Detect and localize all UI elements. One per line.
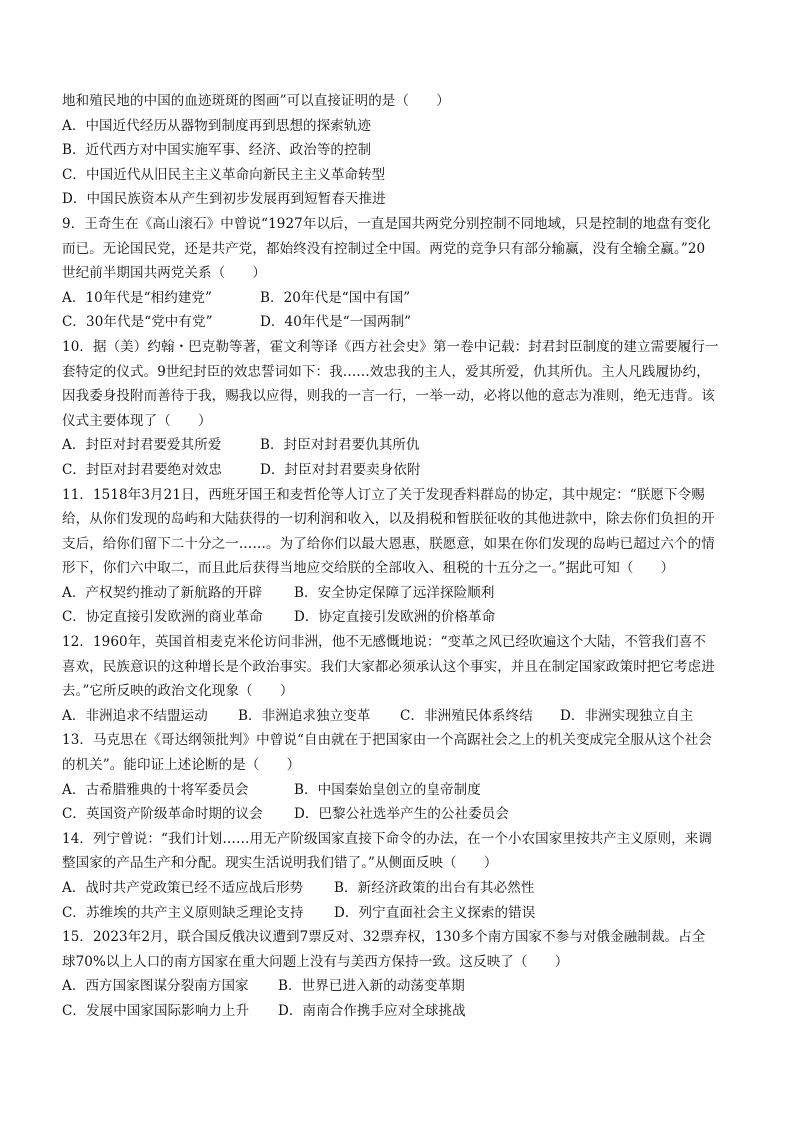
question-15-stem-line: 球70%以上人口的南方国家在重大问题上没有与美西方保持一致。这反映了（ ） [62, 953, 569, 970]
question-14-stem-line: 整国家的产品生产和分配。现实生活说明我们错了。”从侧面反映（ ） [62, 855, 498, 872]
question-11-option-a: A．产权契约推动了新航路的开辟 [62, 584, 263, 601]
question-8-option-a: A．中国近代经历从器物到制度再到思想的探索轨迹 [62, 117, 372, 134]
question-13-option-c: C．英国资产阶级革命时期的议会 [62, 806, 263, 823]
question-10-options-row [62, 433, 738, 458]
question-8-stem-line: 地和殖民地的中国的血迹斑斑的图画”可以直接证明的是（ ） [62, 93, 450, 109]
question-13-options-row [62, 778, 738, 803]
question-10-stem-line: 10．据（美）约翰・巴克勒等著，霍文利等译《西方社会史》第一卷中记载：封君封臣制度的建立需要履行一 [62, 338, 719, 355]
question-14-stem-line: 14．列宁曾说：“我们计划……用无产阶级国家直接下命令的办法，在一个小农国家里按共产主义原则，来调 [62, 830, 712, 847]
question-12-options-row [62, 704, 738, 729]
question-14-option-a: A．战时共产党政策已经不适应战后形势 [62, 880, 304, 896]
question-8-option-d: D．中国民族资本从产生到初步发展再到短暂春天推进 [62, 191, 386, 208]
question-14-option-d: D．列宁直面社会主义探索的错误 [334, 904, 536, 921]
question-13-stem-line: 的机关”。能印证上述论断的是（ ） [62, 757, 301, 774]
question-10-stem-line: 套特定的仪式。9世纪封臣的效忠誓词如下：我……效忠我的主人，爱其所爱，仇其所仇。主人凡践履协约， [62, 363, 710, 380]
question-10-option-b: B．封臣对封君要仇其所仇 [260, 437, 420, 454]
question-10-stem-line: 仪式主要体现了（ ） [62, 412, 212, 429]
question-9-options-row [62, 310, 738, 335]
question-14-options-row [62, 876, 738, 901]
question-10-options-row [62, 458, 738, 483]
question-11-option-c: C．协定直接引发欧洲的商业革命 [62, 609, 263, 626]
question-9-options-row [62, 286, 738, 311]
question-9-option-b: B．20年代是“国中有国” [260, 289, 411, 306]
exam-content [62, 89, 738, 1024]
question-15-option-b: B．世界已进入新的动荡变革期 [278, 978, 465, 995]
question-11-stem-line: 形下，你们六中取二，而且此后获得当地应交给朕的全部收入、租税的十五分之一。”据此可知（ ） [62, 560, 675, 577]
question-11-stem-line: 11．1518年3月21日，西班牙国王和麦哲伦等人订立了关于发现香料群岛的协定，其中规定：“朕愿下令赐 [62, 486, 705, 503]
question-10-option-a: A．封臣对封君要爱其所爱 [62, 437, 222, 454]
question-11-option-b: B．安全协定保障了远洋探险顺利 [294, 584, 495, 601]
question-13-option-a: A．古希腊雅典的十将军委员会 [62, 781, 249, 798]
question-14-option-c: C．苏维埃的共产主义原则缺乏理论支持 [62, 904, 304, 921]
question-13-stem-line: 13．马克思在《哥达纲领批判》中曾说“自由就在于把国家由一个高踞社会之上的机关变成完全服从这个社会 [62, 732, 712, 749]
question-15-stem-line: 15．2023年2月，联合国反俄决议遭到7票反对、32票弃权，130多个南方国家不参与对俄金融制裁。占全 [62, 929, 706, 946]
question-11-options-row [62, 581, 738, 606]
question-11-options-row [62, 605, 738, 630]
question-12-stem-line: 喜欢，民族意识的这种增长是个政治事实。我们大家都必须承认这个事实，并且在制定国家政策时把它考虑进 [62, 658, 715, 675]
question-15-option-c: C．发展中国家国际影响力上升 [62, 1002, 250, 1019]
question-9-option-c: C．30年代是“党中有党” [62, 314, 213, 331]
question-10-stem-line: 因我委身投附而善待于我，赐我以应得，则我的一言一行，一举一动，必将以他的意志为准则，绝无违背。该 [62, 388, 715, 405]
question-10-option-c: C．封臣对封君要绝对效忠 [62, 461, 223, 478]
question-9-stem-line: 世纪前半期国共两党关系（ ） [62, 265, 266, 282]
question-8-option-c: C．中国近代从旧民主主义革命向新民主主义革命转型 [62, 166, 386, 183]
question-13-option-d: D．巴黎公社选举产生的公社委员会 [294, 806, 509, 823]
question-11-option-d: D．协定直接引发欧洲的价格革命 [294, 609, 496, 626]
question-9-stem-line: 9．王奇生在《高山滚石》中曾说“1927年以后，一直是国共两党分别控制不同地域，只是控制的地盘有变化 [62, 215, 711, 232]
question-11-stem-line: 支后，给你们留下二十分之一……。为了给你们以最大恩惠，朕愿意，如果在你们发现的岛屿已超过六个的情 [62, 535, 715, 552]
question-9-option-d: D．40年代是“一国两制” [260, 314, 412, 331]
question-14-option-b: B．新经济政策的出台有其必然性 [334, 880, 535, 896]
question-15-option-d: D．南南合作携手应对全球挑战 [278, 1002, 466, 1019]
question-8-option-b: B．近代西方对中国实施军事、经济、政治等的控制 [62, 142, 372, 159]
question-15-options-row [62, 974, 738, 999]
question-12-option-b: B．非洲追求独立变革 [238, 707, 371, 724]
question-12-option-d: D．非洲实现独立自主 [560, 707, 694, 724]
question-12-option-a: A．非洲追求不结盟运动 [62, 707, 208, 724]
question-13-option-b: B．中国秦始皇创立的皇帝制度 [294, 781, 481, 798]
question-15-options-row [62, 999, 738, 1024]
question-11-stem-line: 给，从你们发现的岛屿和大陆获得的一切利润和收入，以及捐税和暂朕征收的其他进款中，除去你们负担的开 [62, 511, 715, 528]
question-15-option-a: A．西方国家图谋分裂南方国家 [62, 978, 249, 995]
question-9-stem-line: 而已。无论国民党，还是共产党，都始终没有控制过全中国。两党的竞争只有部分输赢，没有全输全赢。”20 [62, 240, 706, 257]
question-14-options-row [62, 901, 738, 926]
question-13-options-row [62, 802, 738, 827]
question-12-stem-line: 去。”它所反映的政治文化现象（ ） [62, 683, 294, 700]
question-9-option-a: A．10年代是“相约建党” [62, 289, 213, 306]
question-10-option-d: D．封臣对封君要卖身依附 [260, 461, 421, 478]
question-12-stem-line: 12．1960年，英国首相麦克米伦访问非洲，他不无感慨地说：“变革之风已经吹遍这个大陆，不管我们喜不 [62, 634, 706, 651]
question-12-option-c: C．非洲殖民体系终结 [400, 707, 533, 724]
